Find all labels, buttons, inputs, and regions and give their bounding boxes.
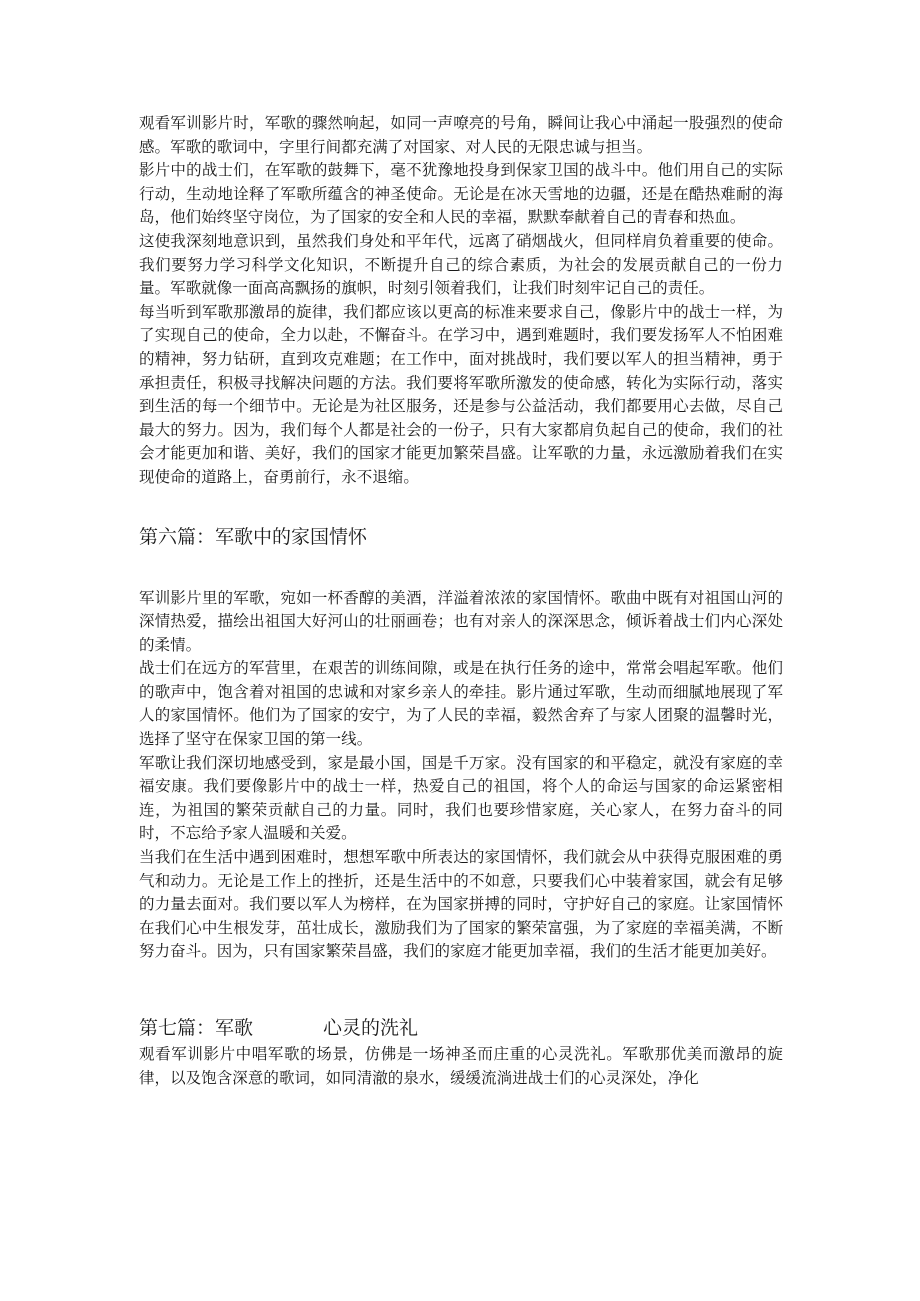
section-six-title: 第六篇：军歌中的家国情怀 [139,525,368,548]
paragraph: 每当听到军歌那激昂的旋律，我们都应该以更高的标准来要求自己，像影片中的战士一样，为了实现自己的使命，全力以赴，不懈奋斗。在学习中，遇到难题时，我们要发扬军人不怕困难的精神，努力钻研，直到攻克难题；在工作中，面对挑战时，我们要以军人的担当精神，勇于承担责任，积极寻找解决问题的方法。我们要将军歌所激发的使命感，转化为实际行动，落实到生活的每一个细节中。无论是为社区服务，还是参与公益活动，我们都要用心去做，尽自己最大的努力。因为，我们每个人都是社会的一份子，只有大家都肩负起自己的使命，我们的社会才能更加和谐、美好，我们的国家才能更加繁荣昌盛。让军歌的力量，永远激励着我们在实现使命的道路上，奋勇前行，永不退缩。 [139,302,783,486]
paragraph: 观看军训影片中唱军歌的场景，仿佛是一场神圣而庄重的心灵洗礼。军歌那优美而激昂的旋律，以及饱含深意的歌词，如同清澈的泉水，缓缓流淌进战士们的心灵深处，净化 [139,1045,783,1087]
section-intro [139,112,783,490]
paragraph: 影片中的战士们，在军歌的鼓舞下，毫不犹豫地投身到保家卫国的战斗中。他们用自己的实际行动，生动地诠释了军歌所蕴含的神圣使命。无论是在冰天雪地的边疆，还是在酷热难耐的海岛，他们始终坚守岗位，为了国家的安全和人民的幸福，默默奉献着自己的青春和热血。 [139,161,783,227]
section-seven-title-part2: 心灵的洗礼 [323,1017,419,1039]
paragraph: 军训影片里的军歌，宛如一杯香醇的美酒，洋溢着浓浓的家国情怀。歌曲中既有对祖国山河的深情热爱，描绘出祖国大好河山的壮丽画卷；也有对亲人的深深思念，倾诉着战士们内心深处的柔情。 [139,588,783,654]
section-seven-title [139,1015,783,1041]
paragraph: 战士们在远方的军营里，在艰苦的训练间隙，或是在执行任务的途中，常常会唱起军歌。他们的歌声中，饱含着对祖国的忠诚和对家乡亲人的牵挂。影片通过军歌，生动而细腻地展现了军人的家国情怀。他们为了国家的安宁，为了人民的幸福，毅然舍弃了与家人团聚的温馨时光，选择了坚守在保家卫国的第一线。 [139,659,783,749]
section-seven-body [139,1043,783,1090]
section-six-body [139,587,783,965]
paragraph: 军歌让我们深切地感受到，家是最小国，国是千万家。没有国家的和平稳定，就没有家庭的幸福安康。我们要像影片中的战士一样，热爱自己的祖国，将个人的命运与国家的命运紧密相连，为祖国的繁荣贡献自己的力量。同时，我们也要珍惜家庭，关心家人，在努力奋斗的同时，不忘给予家人温暖和关爱。 [139,753,783,843]
paragraph: 当我们在生活中遇到困难时，想想军歌中所表达的家国情怀，我们就会从中获得克服困难的勇气和动力。无论是工作上的挫折，还是生活中的不如意，只要我们心中装着家国，就会有足够的力量去面对。我们要以军人为榜样，在为国家拼搏的同时，守护好自己的家庭。让家国情怀在我们心中生根发芽，茁壮成长，激励我们为了国家的繁荣富强，为了家庭的幸福美满，不断努力奋斗。因为，只有国家繁荣昌盛，我们的家庭才能更加幸福，我们的生活才能更加美好。 [139,848,783,961]
paragraph: 这使我深刻地意识到，虽然我们身处和平年代，远离了硝烟战火，但同样肩负着重要的使命。我们要努力学习科学文化知识，不断提升自己的综合素质，为社会的发展贡献自己的一份力量。军歌就像一面高高飘扬的旗帜，时刻引领着我们，让我们时刻牢记自己的责任。 [139,231,783,298]
paragraph: 观看军训影片时，军歌的骤然响起，如同一声嘹亮的号角，瞬间让我心中涌起一股强烈的使命感。军歌的歌词中，字里行间都充满了对国家、对人民的无限忠诚与担当。 [139,114,783,156]
document-page [139,112,783,1090]
section-seven-title-part1: 第七篇：军歌 [139,1017,254,1039]
